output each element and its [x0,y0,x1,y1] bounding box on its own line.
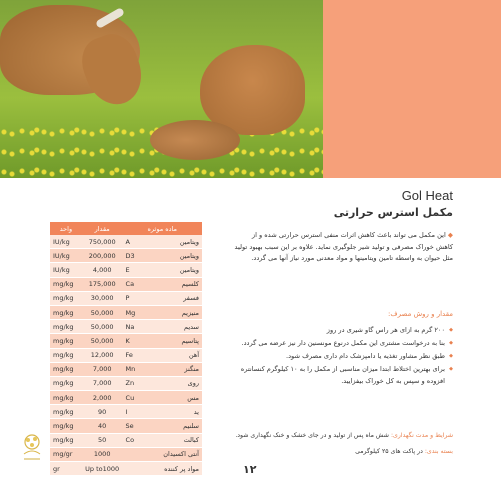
cell-symbol: D3 [123,249,154,263]
lying-calf [150,120,240,160]
cell-symbol [123,447,154,461]
table-header-row [50,222,202,235]
cell-amount: Up to1000 [82,462,123,476]
table-body [50,235,202,476]
cell-amount: 90 [82,405,123,419]
cell-symbol: E [123,263,154,277]
table-row [50,320,202,334]
cell-symbol [123,462,154,476]
cell-amount: 50,000 [82,334,123,348]
table-row [50,277,202,291]
table-row [50,405,202,419]
cell-amount: 2,000 [82,391,123,405]
bullet-icon: ◆ [445,231,453,239]
cell-symbol: Fe [123,348,154,362]
cell-symbol: I [123,405,154,419]
header-unit: واحد [50,222,82,235]
cell-amount: 200,000 [82,249,123,263]
header-name: ماده موثره [123,222,202,235]
cell-amount: 30,000 [82,291,123,305]
cell-unit: gr [50,462,82,476]
company-logo-icon [18,432,46,466]
cell-symbol: A [123,235,154,249]
cell-name: ویتامین [154,263,202,277]
cell-amount: 4,000 [82,263,123,277]
table-row [50,334,202,348]
cell-name: کلسیم [154,277,202,291]
header-amount: مقدار [82,222,123,235]
cell-name: کبالت [154,433,202,447]
cell-name: منگنز [154,362,202,376]
cell-name: سلنیم [154,419,202,433]
cell-symbol: Zn [123,376,154,390]
packaging-note [233,448,453,455]
cell-unit: mg/gr [50,447,82,461]
cell-name: سدیم [154,320,202,334]
list-item: ◆ طبق نظر مشاور تغذیه یا دامپزشک دام داری مصرف شود. [233,351,453,363]
cell-name: ید [154,405,202,419]
table-row [50,433,202,447]
cell-name: ویتامین [154,249,202,263]
table-row [50,462,202,476]
cell-name: آنتی اکسیدان [154,447,202,461]
cell-unit: mg/kg [50,405,82,419]
cell-name: ویتامین [154,235,202,249]
cell-amount: 7,000 [82,376,123,390]
cell-symbol: Cu [123,391,154,405]
cell-unit: mg/kg [50,348,82,362]
cell-unit: mg/kg [50,277,82,291]
ingredients-table [50,222,202,476]
table-row [50,235,202,249]
cell-name: فسفر [154,291,202,305]
packaging-text: در پاکت های ۲۵ کیلوگرمی [355,448,423,455]
cell-name: روی [154,376,202,390]
cell-unit: mg/kg [50,433,82,447]
cell-name: مس [154,391,202,405]
cell-unit: mg/kg [50,305,82,319]
cell-symbol: Ca [123,277,154,291]
cell-symbol: Co [123,433,154,447]
table-row [50,376,202,390]
dosage-list [233,325,453,389]
cell-amount: 175,000 [82,277,123,291]
cell-unit: mg/kg [50,376,82,390]
cell-amount: 750,000 [82,235,123,249]
page-number: ۱۲ [243,463,257,476]
cell-symbol: Mg [123,305,154,319]
list-item: ◆ بنا به درخواست مشتری این مکمل درنوع مونسنین دار نیز عرضه می گردد. [233,338,453,350]
storage-label: شرایط و مدت نگهداری: [390,432,453,439]
cell-unit: mg/kg [50,291,82,305]
cell-amount: 50,000 [82,305,123,319]
packaging-label: بسته بندی: [424,448,453,455]
cell-unit: mg/kg [50,362,82,376]
cell-amount: 1000 [82,447,123,461]
cell-name: منیزیم [154,305,202,319]
cell-unit: mg/kg [50,334,82,348]
cell-amount: 50,000 [82,320,123,334]
table-row [50,348,202,362]
table-row [50,391,202,405]
cell-symbol: Mn [123,362,154,376]
cell-name: مواد پر کننده [154,462,202,476]
cell-name: پتاسیم [154,334,202,348]
cell-symbol: Se [123,419,154,433]
cell-symbol: P [123,291,154,305]
cell-unit: mg/kg [50,320,82,334]
cell-symbol: Na [123,320,154,334]
cell-amount: 7,000 [82,362,123,376]
table-row [50,447,202,461]
cell-unit: IU/kg [50,263,82,277]
storage-text: شش ماه پس از تولید و در جای خشک و خنک نگهداری شود. [235,432,389,439]
cell-unit: mg/kg [50,391,82,405]
table-row [50,249,202,263]
cows-photo [0,0,323,178]
product-description [233,230,453,265]
table-row [50,305,202,319]
dosage-heading: مقدار و روش مصرف: [388,310,453,318]
product-description-text: این مکمل می تواند باعث کاهش اثرات منفی استرس حرارتی شده و از کاهش خوراک مصرفی و تولید شیر جلوگیری نماید. علاوه بر این سبب بهبود تولید مثل حیوان به واسطه تامین ویتامینها و مواد معدنی مورد نیاز آنها می گردد. [234,231,453,262]
cell-name: آهن [154,348,202,362]
cell-unit: IU/kg [50,235,82,249]
list-item: ◆ برای بهترین اختلاط ابتدا میزان مناسبی از مکمل را به ۱۰ کیلوگرم کنسانتره افزوده و سپس به کل خوراک بیفزایید. [233,364,453,387]
storage-note [233,432,453,439]
cell-amount: 50 [82,433,123,447]
list-item: ◆ ۲۰۰ گرم به ازای هر راس گاو شیری در روز [233,325,453,337]
table-row [50,263,202,277]
cell-amount: 12,000 [82,348,123,362]
cell-unit: mg/kg [50,419,82,433]
cell-symbol: K [123,334,154,348]
cell-amount: 40 [82,419,123,433]
orange-color-block [323,0,501,178]
cell-unit: IU/kg [50,249,82,263]
table-row [50,291,202,305]
product-title-fa: مکمل استرس حرارتی [333,206,453,219]
table-row [50,419,202,433]
table-row [50,362,202,376]
product-title-en: Gol Heat [401,188,453,203]
